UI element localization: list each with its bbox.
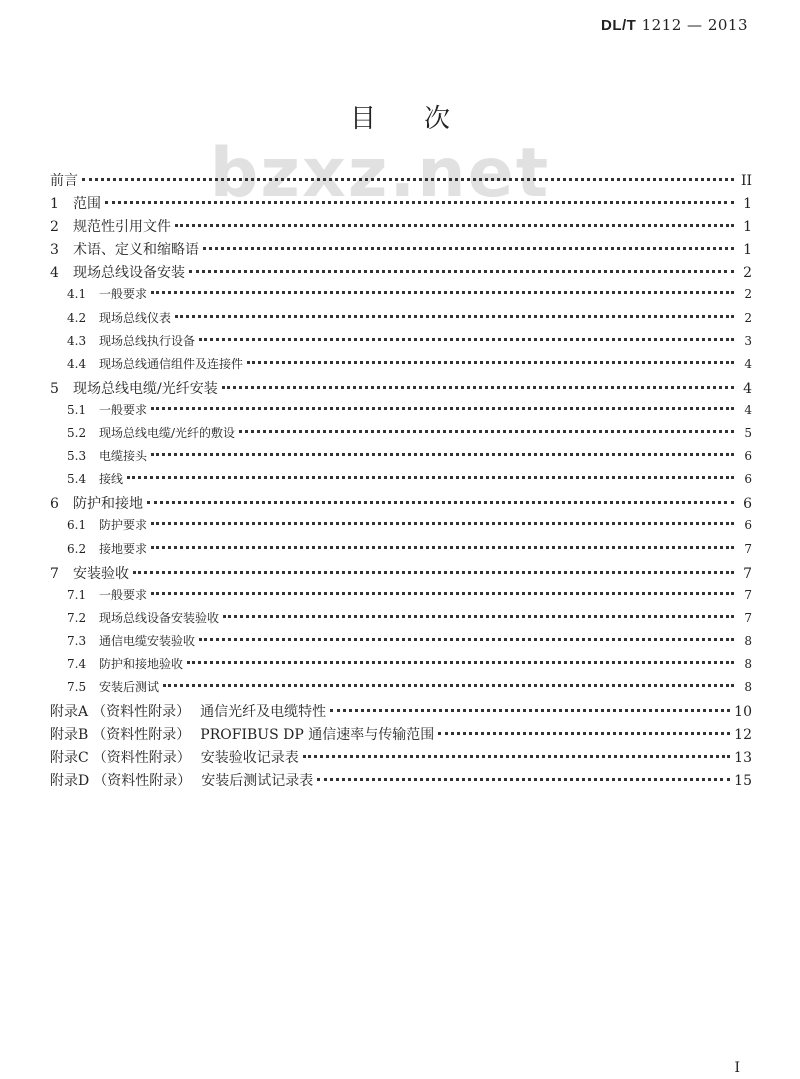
toc-entry-title xyxy=(50,239,199,259)
toc-entry-label: 安装后测试记录表 xyxy=(201,773,314,790)
toc-entry[interactable] xyxy=(50,701,752,724)
toc-entry-number: 4.1 xyxy=(67,287,87,302)
toc-entry-title xyxy=(50,724,434,744)
toc-page-number: 10 xyxy=(734,704,752,721)
toc-page-number: 4 xyxy=(743,380,752,397)
toc-entry-number: 6 xyxy=(50,496,59,513)
toc-entry-title xyxy=(67,332,195,349)
toc-page-number: 7 xyxy=(744,587,752,602)
dot-leader xyxy=(151,407,734,410)
toc-page-number: II xyxy=(740,173,752,189)
toc-page-number: 1 xyxy=(743,219,752,236)
toc-entry-label: 防护和接地验收 xyxy=(99,656,184,671)
toc-entry-number: 5 xyxy=(50,380,59,397)
toc-page-number: 4 xyxy=(744,356,752,371)
toc-entry-label: 一般要求 xyxy=(99,402,148,417)
toc-entry-title xyxy=(67,309,171,326)
toc-page-number: 6 xyxy=(743,496,752,513)
toc-entry-number: 6.2 xyxy=(67,541,87,556)
dot-leader xyxy=(199,638,734,641)
toc-entry-label: 安装后测试 xyxy=(99,680,160,695)
toc-entry-title xyxy=(67,586,147,603)
toc-entry-number: 7.4 xyxy=(67,656,87,671)
toc-entry-label: 电缆接头 xyxy=(99,449,148,464)
toc-entry-title xyxy=(50,378,218,398)
toc-entry[interactable] xyxy=(50,632,752,655)
document-header xyxy=(601,16,748,34)
toc-entry-label: 一般要求 xyxy=(99,287,148,302)
toc-page-number: 3 xyxy=(744,333,752,348)
toc-entry-number: 附录D xyxy=(50,773,90,790)
appendix-type: （资料性附录） xyxy=(93,773,192,790)
toc-page-number: 5 xyxy=(744,426,752,441)
dot-leader xyxy=(239,430,734,433)
toc-page-number: 15 xyxy=(734,773,752,790)
toc-entry[interactable] xyxy=(50,609,752,632)
toc-entry-title xyxy=(67,285,147,302)
dot-leader xyxy=(223,615,734,618)
toc-entry-label: 防护要求 xyxy=(99,518,148,533)
toc-entry[interactable] xyxy=(50,216,752,239)
toc-entry-label: 规范性引用文件 xyxy=(73,219,171,236)
toc-entry-label: 现场总线执行设备 xyxy=(99,333,196,348)
toc-entry-number: 5.2 xyxy=(67,426,87,441)
toc-entry-number: 7.5 xyxy=(67,680,87,695)
toc-entry-title xyxy=(50,262,185,282)
toc-entry[interactable] xyxy=(50,747,752,770)
toc-entry-label: 现场总线电缆/光纤安装 xyxy=(73,380,218,397)
toc-entry-label: 现场总线通信组件及连接件 xyxy=(99,356,244,371)
toc-entry-label: 安装验收 xyxy=(73,565,129,582)
toc-entry-label: 通信电缆安装验收 xyxy=(99,633,196,648)
toc-entry-title xyxy=(50,170,78,190)
table-of-contents xyxy=(50,170,752,794)
toc-page-number: 8 xyxy=(744,633,752,648)
toc-entry-title xyxy=(50,563,129,583)
dot-leader xyxy=(151,522,734,525)
toc-entry-title xyxy=(50,493,143,513)
standard-number: 1212 — 2013 xyxy=(641,16,748,34)
toc-entry-title xyxy=(67,678,159,695)
toc-page-number: 12 xyxy=(734,727,752,744)
toc-entry-title xyxy=(67,470,123,487)
toc-entry[interactable] xyxy=(50,724,752,747)
dot-leader xyxy=(163,684,734,687)
toc-entry[interactable] xyxy=(50,332,752,355)
toc-entry-label: 现场总线设备安装 xyxy=(73,265,185,282)
toc-entry-number: 7.1 xyxy=(67,587,87,602)
toc-entry[interactable] xyxy=(50,355,752,378)
toc-entry[interactable] xyxy=(50,563,752,586)
dot-leader xyxy=(133,571,734,574)
dot-leader xyxy=(175,224,734,227)
dot-leader xyxy=(438,732,730,735)
appendix-type: （资料性附录） xyxy=(92,727,191,744)
toc-entry-label: 范围 xyxy=(73,196,101,213)
toc-entry-label: 防护和接地 xyxy=(73,496,143,513)
dot-leader xyxy=(247,361,734,364)
toc-entry[interactable] xyxy=(50,493,752,516)
toc-page-number: 6 xyxy=(744,449,752,464)
toc-entry[interactable] xyxy=(50,678,752,701)
toc-entry[interactable] xyxy=(50,378,752,401)
toc-entry-number: 附录A xyxy=(50,704,89,721)
toc-entry[interactable] xyxy=(50,470,752,493)
toc-entry-number: 4.4 xyxy=(67,356,87,371)
toc-entry-number: 7 xyxy=(50,565,59,582)
toc-entry[interactable] xyxy=(50,285,752,308)
appendix-type: （资料性附录） xyxy=(92,704,191,721)
toc-entry-title xyxy=(67,632,195,649)
toc-entry[interactable] xyxy=(50,262,752,285)
toc-entry-title xyxy=(50,193,101,213)
dot-leader xyxy=(317,778,730,781)
page-title: 目次 xyxy=(349,104,498,134)
toc-page-number: 1 xyxy=(743,242,752,259)
toc-entry-number: 1 xyxy=(50,196,59,213)
toc-entry-label: 一般要求 xyxy=(99,587,148,602)
toc-entry-number: 4.2 xyxy=(67,310,87,325)
toc-page-number: 2 xyxy=(744,310,752,325)
dot-leader xyxy=(203,247,734,250)
toc-entry-number: 2 xyxy=(50,219,59,236)
toc-entry[interactable] xyxy=(50,424,752,447)
dot-leader xyxy=(330,709,730,712)
dot-leader xyxy=(189,270,734,273)
toc-entry-label: 通信光纤及电缆特性 xyxy=(200,704,327,721)
dot-leader xyxy=(199,338,734,341)
standard-code: DL/T xyxy=(601,17,637,34)
dot-leader xyxy=(151,592,734,595)
toc-entry-title xyxy=(67,355,243,372)
toc-page-number: 4 xyxy=(744,402,752,417)
appendix-type: （资料性附录） xyxy=(92,750,191,767)
toc-page-number: 13 xyxy=(734,750,752,767)
toc-entry-title xyxy=(67,447,147,464)
toc-entry-number: 5.4 xyxy=(67,472,87,487)
toc-entry-title xyxy=(67,609,219,626)
toc-entry-title xyxy=(50,770,313,790)
toc-entry[interactable] xyxy=(50,586,752,609)
toc-entry-number: 5.3 xyxy=(67,449,87,464)
toc-entry[interactable] xyxy=(50,516,752,539)
toc-page-number: 7 xyxy=(744,610,752,625)
toc-entry-title xyxy=(67,655,183,672)
toc-entry-label: 现场总线电缆/光纤的敷设 xyxy=(99,426,236,441)
toc-entry-number: 7.2 xyxy=(67,610,87,625)
toc-entry[interactable] xyxy=(50,170,752,193)
toc-entry-number: 7.3 xyxy=(67,633,87,648)
dot-leader xyxy=(175,315,734,318)
dot-leader xyxy=(105,201,734,204)
toc-entry-label: 术语、定义和缩略语 xyxy=(73,242,199,259)
toc-entry-label: 接地要求 xyxy=(99,541,148,556)
toc-entry-number: 附录C xyxy=(50,750,89,767)
toc-entry-label: 安装验收记录表 xyxy=(200,750,299,767)
dot-leader xyxy=(303,755,730,758)
dot-leader xyxy=(222,386,734,389)
toc-entry-label: 现场总线仪表 xyxy=(99,310,172,325)
toc-entry-label: 接线 xyxy=(99,472,124,487)
toc-page-number: 6 xyxy=(744,518,752,533)
toc-entry[interactable] xyxy=(50,655,752,678)
toc-entry-label: 现场总线设备安装验收 xyxy=(99,610,220,625)
toc-entry[interactable] xyxy=(50,239,752,262)
toc-page-number: 1 xyxy=(743,196,752,213)
toc-entry-number: 4.3 xyxy=(67,333,87,348)
toc-entry-label: PROFIBUS DP 通信速率与传输范围 xyxy=(200,727,435,744)
toc-entry[interactable] xyxy=(50,447,752,470)
toc-page-number: 8 xyxy=(744,680,752,695)
toc-entry[interactable] xyxy=(50,540,752,563)
toc-page-number: 8 xyxy=(744,656,752,671)
toc-page-number: 7 xyxy=(744,541,752,556)
watermark: bzxz.net xyxy=(209,134,551,213)
dot-leader xyxy=(82,178,734,181)
toc-entry-number: 5.1 xyxy=(67,402,87,417)
toc-page-number: 2 xyxy=(743,265,752,282)
toc-entry[interactable] xyxy=(50,193,752,216)
dot-leader xyxy=(187,661,734,664)
toc-page-number: 7 xyxy=(743,565,752,582)
toc-entry[interactable] xyxy=(50,309,752,332)
dot-leader xyxy=(127,476,734,479)
toc-entry-number: 6.1 xyxy=(67,518,87,533)
dot-leader xyxy=(151,291,734,294)
page-number: I xyxy=(734,1060,740,1076)
toc-entry-title xyxy=(67,401,147,418)
toc-page-number: 6 xyxy=(744,472,752,487)
dot-leader xyxy=(147,501,734,504)
toc-entry-title xyxy=(67,540,147,557)
toc-entry[interactable] xyxy=(50,770,752,793)
dot-leader xyxy=(151,546,734,549)
toc-entry-title xyxy=(50,701,326,721)
toc-entry-number: 附录B xyxy=(50,727,89,744)
toc-entry[interactable] xyxy=(50,401,752,424)
toc-entry-title xyxy=(50,747,299,767)
toc-entry-number: 4 xyxy=(50,265,59,282)
toc-entry-number: 3 xyxy=(50,242,59,259)
dot-leader xyxy=(151,453,734,456)
toc-entry-title xyxy=(67,516,147,533)
toc-entry-title xyxy=(50,216,171,236)
toc-page-number: 2 xyxy=(744,287,752,302)
toc-entry-title xyxy=(67,424,235,441)
toc-entry-label: 前言 xyxy=(50,173,78,189)
